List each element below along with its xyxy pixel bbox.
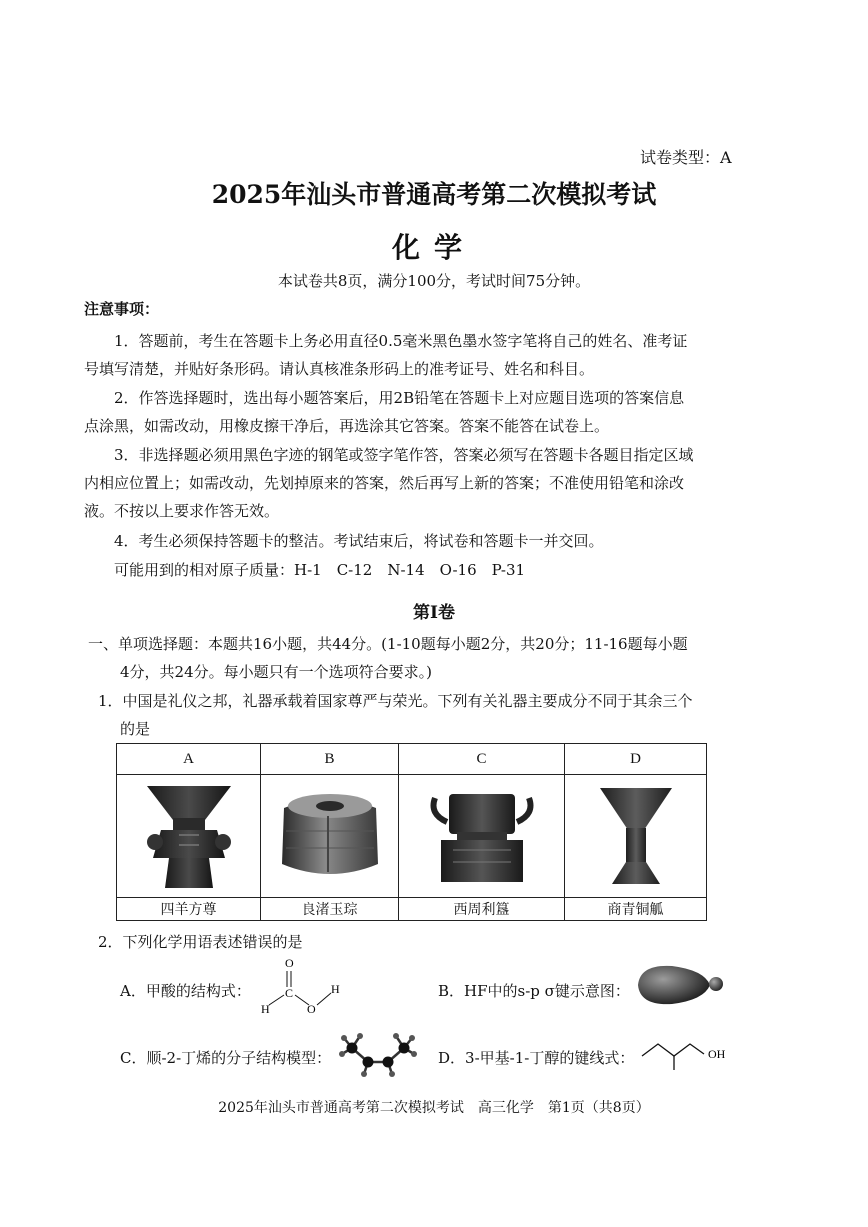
q2-option-c: C．顺-2-丁烯的分子结构模型： (120, 1049, 332, 1067)
q2-option-d: D．3-甲基-1-丁醇的键线式： (438, 1049, 635, 1067)
paper-type-label: 试卷类型：A (640, 148, 732, 167)
atom-label: H (331, 982, 340, 996)
vessel-image-b (261, 776, 398, 896)
vessel-image-c (399, 776, 564, 896)
q1-options-table (116, 743, 707, 921)
exam-info: 本试卷共8页，满分100分，考试时间75分钟。 (277, 272, 591, 290)
vessel-name-c: 西周利簋 (453, 902, 510, 918)
part-intro-line: 4分，共24分。每小题只有一个选项符合要求。) (120, 663, 432, 681)
column-header-d: D (630, 751, 641, 767)
notes-line: 2．作答选择题时，选出每小题答案后，用2B铅笔在答题卡上对应题目选项的答案信息 (114, 389, 685, 407)
atom-label: C (285, 986, 294, 1000)
gu-vessel-icon (596, 784, 676, 888)
q2-stem: 2．下列化学用语表述错误的是 (98, 933, 303, 951)
notes-line: 4．考生必须保持答题卡的整洁。考试结束后，将试卷和答题卡一并交回。 (114, 532, 604, 550)
notes-line: 内相应位置上；如需改动，先划掉原来的答案，然后再写上新的答案；不准使用铅笔和涂改 (84, 474, 685, 492)
q1-stem: 1．中国是礼仪之邦，礼器承载着国家尊严与荣光。下列有关礼器主要成分不同于其余三个 (98, 692, 693, 710)
notes-line: 点涂黑，如需改动，用橡皮擦干净后，再选涂其它答案。答案不能答在试卷上。 (84, 417, 610, 435)
part-intro-line: 一、单项选择题：本题共16小题，共44分。(1-10题每小题2分，共20分；11-16题每小题 (88, 635, 688, 653)
cis-2-butene-model-icon (338, 1030, 418, 1080)
sp-sigma-bond-icon (634, 962, 726, 1008)
q2-option-a: A．甲酸的结构式： (120, 982, 251, 1000)
column-header-a: A (183, 751, 194, 767)
formic-acid-structure-icon (255, 955, 355, 1017)
cong-jade-icon (274, 786, 386, 886)
table-divider (117, 774, 706, 775)
exam-title: 2025年汕头市普通高考第二次模拟考试 (211, 180, 657, 209)
atom-label: O (307, 1002, 316, 1016)
column-header-c: C (476, 751, 487, 767)
notes-line: 3．非选择题必须用黑色字迹的钢笔或签字笔作答，答案必须写在答题卡各题目指定区域 (114, 446, 694, 464)
vessel-name-d: 商青铜觚 (607, 902, 664, 918)
section-title: 第Ⅰ卷 (413, 603, 455, 623)
notes-line: 号填写清楚，并贴好条形码。请认真核准条形码上的准考证号、姓名和科目。 (84, 360, 595, 378)
vessel-name-b: 良渚玉琮 (301, 902, 358, 918)
notes-title: 注意事项： (84, 300, 160, 318)
subject-title: 化学 (391, 231, 476, 264)
atom-label: H (261, 1002, 270, 1016)
zun-vessel-icon (139, 780, 239, 892)
notes-line: 液。不按以上要求作答无效。 (84, 502, 280, 520)
q2-option-b: B．HF中的s-p σ键示意图： (438, 982, 630, 1000)
vessel-image-d (565, 776, 706, 896)
column-header-b: B (324, 751, 335, 767)
gui-vessel-icon (427, 786, 537, 886)
atomic-mass-line: 可能用到的相对原子质量：H-1 C-12 N-14 O-16 P-31 (114, 561, 526, 579)
oh-label: OH (708, 1047, 726, 1061)
3-methyl-1-butanol-skeletal-icon (638, 1036, 738, 1072)
vessel-name-a: 四羊方尊 (160, 902, 217, 918)
atom-label: O (285, 956, 294, 970)
page-footer: 2025年汕头市普通高考第二次模拟考试 高三化学 第1页（共8页） (218, 1100, 650, 1116)
notes-line: 1．答题前，考生在答题卡上务必用直径0.5毫米黑色墨水签字笔将自己的姓名、准考证 (114, 332, 688, 350)
q1-stem-cont: 的是 (120, 720, 151, 738)
vessel-image-a (117, 776, 260, 896)
